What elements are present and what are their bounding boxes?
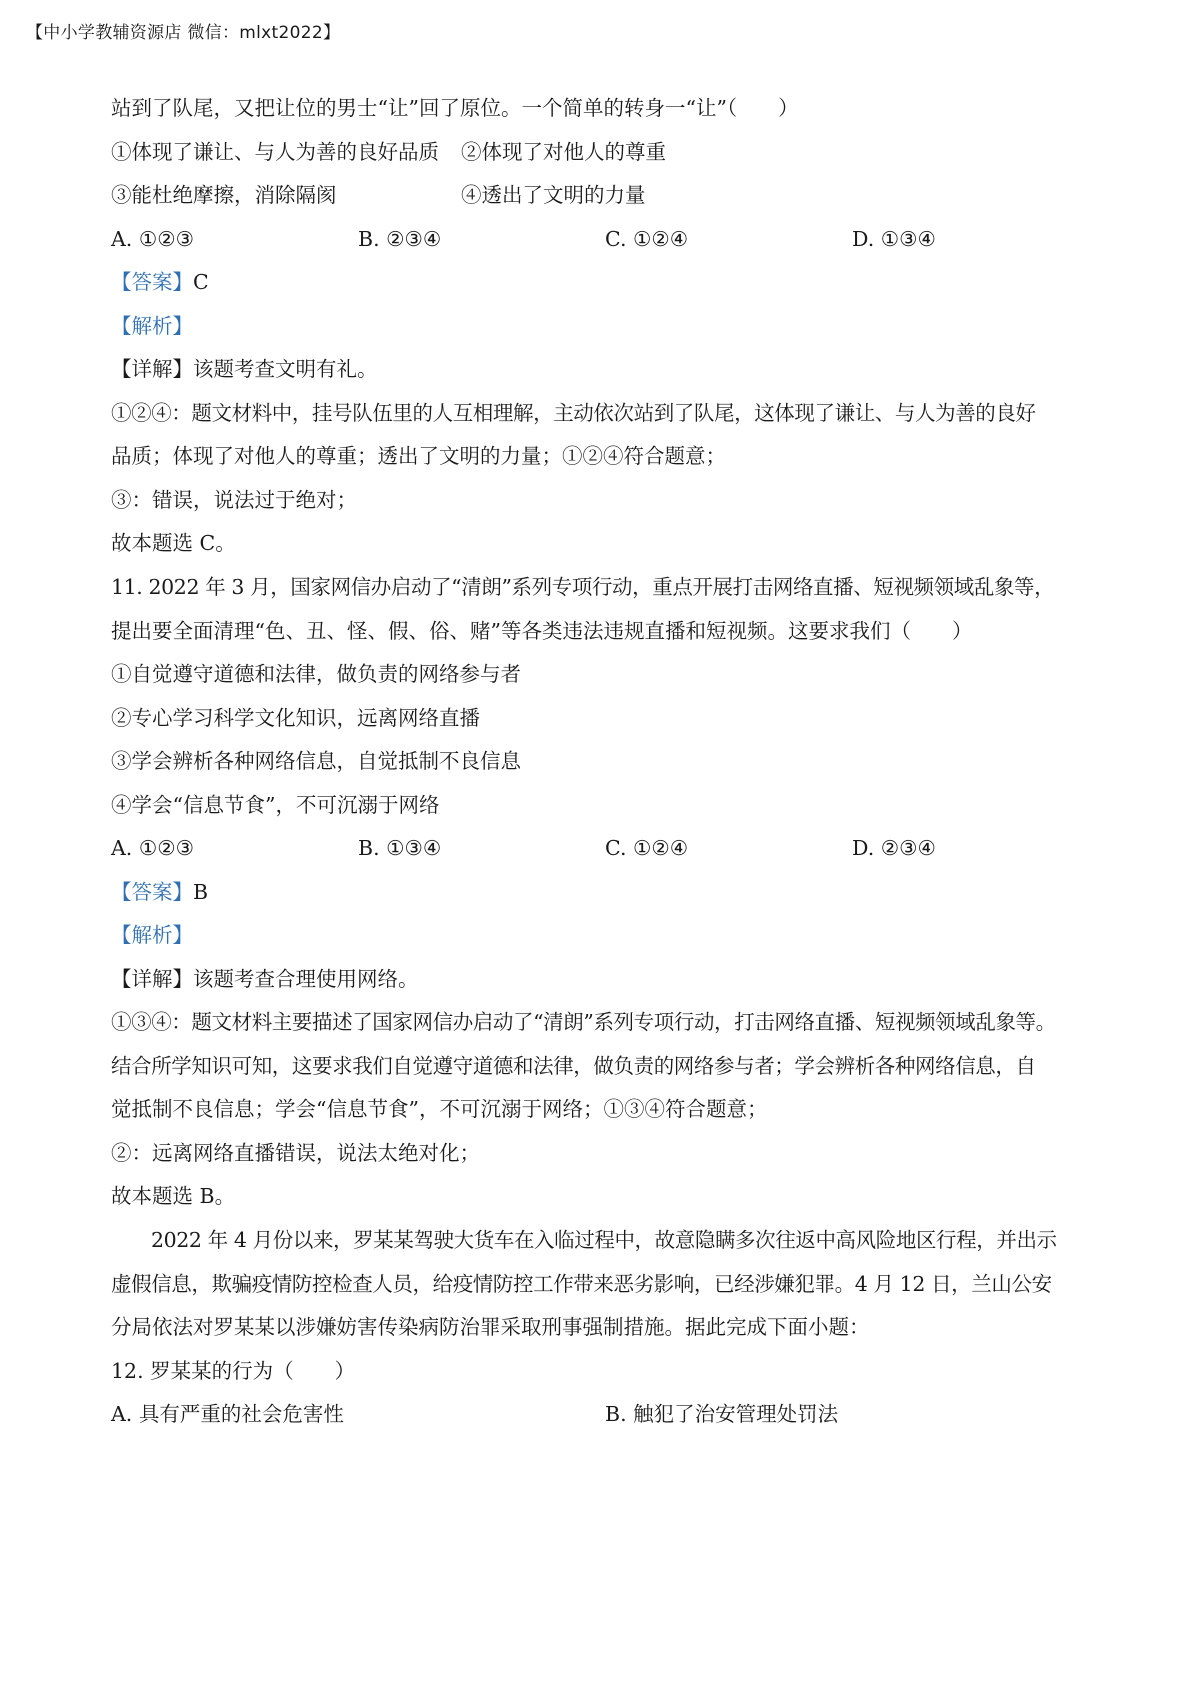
material-line-3: 分局依法对罗某某以涉嫌妨害传染病防治罪采取刑事强制措施。据此完成下面小题：	[111, 1315, 870, 1339]
answer-value: B	[193, 880, 209, 904]
q11-answer	[111, 878, 208, 906]
q10-items-row-1	[111, 138, 1111, 166]
q10-item-4: ④透出了文明的力量	[461, 183, 646, 207]
q10-answer	[111, 268, 209, 296]
q10-option-d: D. ①③④	[852, 227, 936, 251]
watermark-header: 【中小学教辅资源店 微信：mlxt2022】	[26, 23, 341, 43]
q11-option-d: D. ②③④	[852, 836, 936, 860]
q10-detail	[111, 355, 378, 383]
material-line-2: 虚假信息，欺骗疫情防控检查人员，给疫情防控工作带来恶劣影响，已经涉嫌犯罪。4 月 12 日，兰山公安	[111, 1272, 1052, 1296]
q11-option-c: C. ①②④	[605, 836, 689, 860]
q11-item-3: ③学会辨析各种网络信息，自觉抵制不良信息	[111, 749, 521, 773]
q11-explain-2: 结合所学知识可知，这要求我们自觉遵守道德和法律，做负责的网络参与者；学会辨析各种网络信息，自	[111, 1054, 1036, 1078]
q12-stem: 12. 罗某某的行为（ ）	[111, 1359, 356, 1383]
q12-options	[111, 1400, 1111, 1428]
q11-explain-3: 觉抵制不良信息；学会“信息节食”，不可沉溺于网络；①③④符合题意；	[111, 1097, 768, 1121]
q11-explain-5: 故本题选 B。	[111, 1184, 236, 1208]
q10-options	[111, 225, 1111, 253]
q11-explain-4: ②：远离网络直播错误，说法太绝对化；	[111, 1141, 480, 1165]
q10-items-row-2	[111, 181, 1111, 209]
q10-explain-4: 故本题选 C。	[111, 531, 236, 555]
q11-item-4: ④学会“信息节食”，不可沉溺于网络	[111, 793, 440, 817]
detail-text: 该题考查文明有礼。	[193, 357, 378, 381]
q10-analysis-label: 【解析】	[111, 314, 193, 338]
q11-explain-1: ①③④：题文材料主要描述了国家网信办启动了“清朗”系列专项行动，打击网络直播、短视频领域乱象等。	[111, 1010, 1056, 1034]
detail-label: 【详解】	[111, 967, 193, 991]
q11-item-2: ②专心学习科学文化知识，远离网络直播	[111, 706, 480, 730]
detail-label: 【详解】	[111, 357, 193, 381]
q10-option-b: B. ②③④	[358, 227, 442, 251]
q10-option-a: A. ①②③	[111, 227, 194, 251]
q10-item-1: ①体现了谦让、与人为善的良好品质	[111, 140, 439, 164]
q11-item-1: ①自觉遵守道德和法律，做负责的网络参与者	[111, 662, 521, 686]
answer-label: 【答案】	[111, 270, 193, 294]
q11-detail	[111, 965, 419, 993]
q12-option-a: A. 具有严重的社会危害性	[111, 1402, 344, 1426]
q10-item-2: ②体现了对他人的尊重	[461, 140, 666, 164]
q10-explain-3: ③：错误，说法过于绝对；	[111, 488, 357, 512]
q10-explain-2: 品质；体现了对他人的尊重；透出了文明的力量；①②④符合题意；	[111, 444, 726, 468]
q11-option-b: B. ①③④	[358, 836, 442, 860]
q11-analysis-label: 【解析】	[111, 923, 193, 947]
q11-stem-1: 11. 2022 年 3 月，国家网信办启动了“清朗”系列专项行动，重点开展打击网络直播、短视频领域乱象等，	[111, 575, 1055, 599]
answer-label: 【答案】	[111, 880, 193, 904]
q11-options	[111, 834, 1111, 862]
answer-value: C	[193, 270, 209, 294]
q10-item-3: ③能杜绝摩擦，消除隔阂	[111, 183, 337, 207]
q10-explain-1: ①②④：题文材料中，挂号队伍里的人互相理解，主动依次站到了队尾，这体现了谦让、与人为善的良好	[111, 401, 1036, 425]
q12-option-b: B. 触犯了治安管理处罚法	[605, 1402, 839, 1426]
material-line-1: 2022 年 4 月份以来，罗某某驾驶大货车在入临过程中，故意隐瞒多次往返中高风险地区行程，并出示	[151, 1228, 1057, 1252]
q10-option-c: C. ①②④	[605, 227, 689, 251]
detail-text: 该题考查合理使用网络。	[193, 967, 419, 991]
q10-stem: 站到了队尾，又把让位的男士“让”回了原位。一个简单的转身一“让”（ ）	[111, 96, 799, 120]
q11-stem-2: 提出要全面清理“色、丑、怪、假、俗、赌”等各类违法违规直播和短视频。这要求我们（ ）	[111, 619, 973, 643]
q11-option-a: A. ①②③	[111, 836, 194, 860]
